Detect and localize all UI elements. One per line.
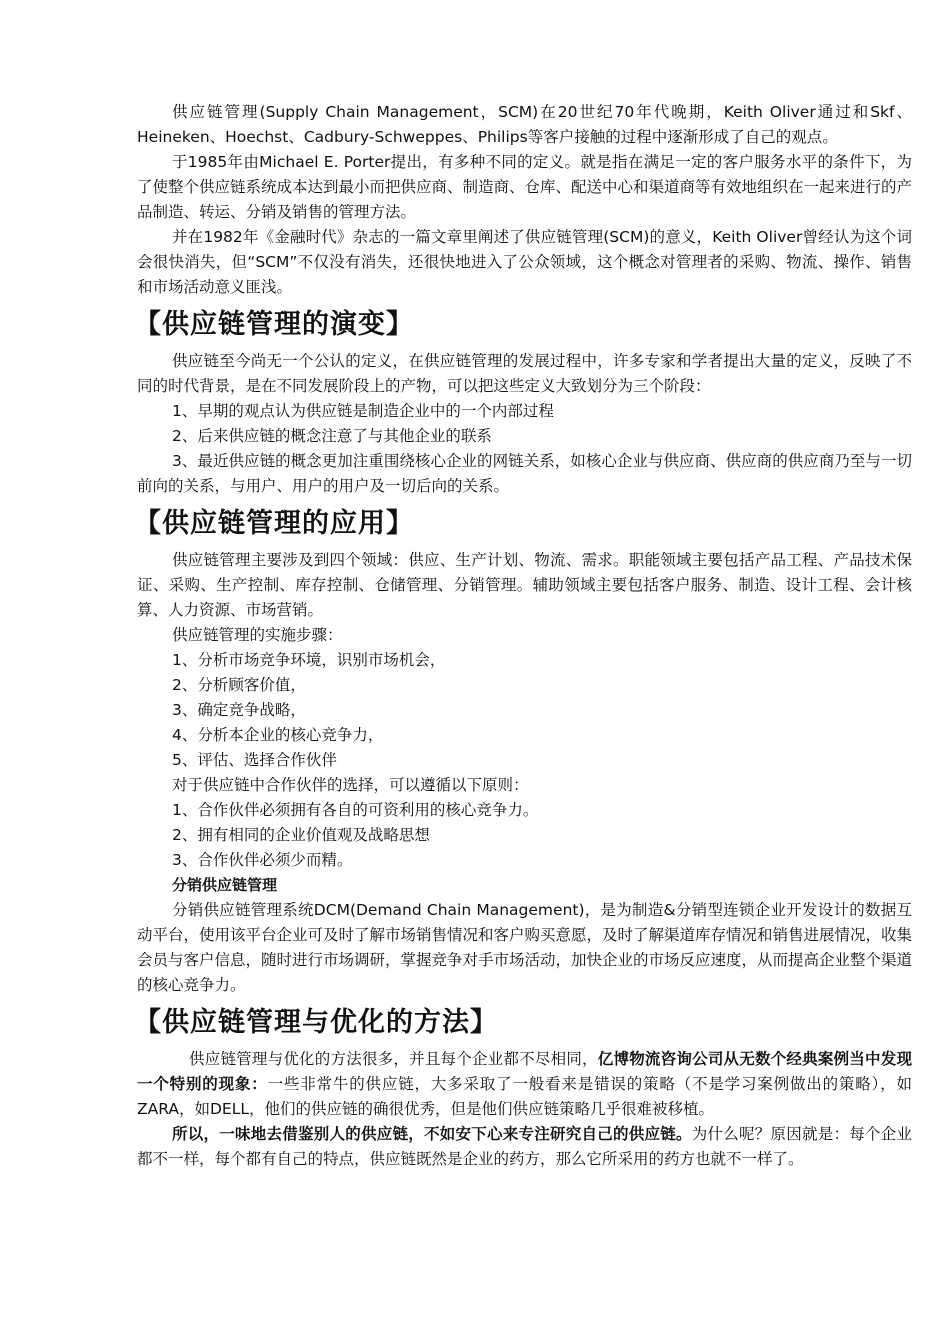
principle-item-1: 1、合作伙伴必须拥有各自的可资利用的核心竞争力。 bbox=[172, 801, 539, 819]
sub-heading-dcm: 分销供应链管理 bbox=[172, 876, 278, 894]
optimization-text-c: 一些非常牛的供应链，大多采取了一般看来是错误的策略（不是学习案例做出的策略），如ZARA，如DELL，他们的供应链的确很优秀，但是他们供应链策略几乎很难被移植。 bbox=[137, 1075, 912, 1118]
optimization-paragraph-1 bbox=[137, 1047, 912, 1122]
evolution-paragraph: 供应链至今尚无一个公认的定义，在供应链管理的发展过程中，许多专家和学者提出大量的定义，反映了不同的时代背景，是在不同发展阶段上的产物，可以把这些定义大致划分为三个阶段： bbox=[137, 352, 912, 395]
step-item-5: 5、评估、选择合作伙伴 bbox=[172, 751, 337, 769]
principle-item-2: 2、拥有相同的企业价值观及战略思想 bbox=[172, 826, 430, 844]
optimization-paragraph-2 bbox=[137, 1122, 912, 1172]
evolution-item-1: 1、早期的观点认为供应链是制造企业中的一个内部过程 bbox=[172, 402, 554, 420]
step-item-1: 1、分析市场竞争环境，识别市场机会， bbox=[172, 651, 446, 669]
document-page bbox=[134, 100, 913, 1172]
optimization-text-bold: 亿博物流咨询公司从无数个经典案例当中发现一个特别的现象： bbox=[137, 1050, 912, 1093]
principles-title: 对于供应链中合作伙伴的选择，可以遵循以下原则： bbox=[172, 776, 529, 794]
dcm-paragraph: 分销供应链管理系统DCM(Demand Chain Management)，是为制造&分销型连锁企业开发设计的数据互动平台，使用该平台企业可及时了解市场销售情况和客户购买意愿，及时了解渠道库存情况和销售进展情况，收集会员与客户信息，随时进行市场调研，掌握竞争对手市场活动，加快企业的市场反应速度，从而提高企业整个渠道的核心竞争力。 bbox=[137, 901, 913, 994]
optimization-conclusion-text: 为什么呢？原因就是：每个企业都不一样，每个都有自己的特点，供应链既然是企业的药方，那么它所采用的药方也就不一样了。 bbox=[137, 1125, 912, 1168]
optimization-text-a: 供应链管理与优化的方法很多，并且每个企业都不尽相同， bbox=[189, 1050, 598, 1068]
intro-paragraph-1: 供应链管理(Supply Chain Management，SCM)在20世纪70年代晚期，Keith Oliver通过和Skf、Heineken、Hoechst、Cadbury-Schweppes、Philips等客户接触的过程中逐渐形成了自己的观点。 bbox=[137, 103, 912, 146]
section-heading-application: 【供应链管理的应用】 bbox=[134, 508, 414, 539]
intro-paragraph-2: 于1985年由Michael E. Porter提出，有多种不同的定义。就是指在满足一定的客户服务水平的条件下，为了使整个供应链系统成本达到最小而把供应商、制造商、仓库、配送中心和渠道商等有效地组织在一起来进行的产品制造、转运、分销及销售的管理方法。 bbox=[137, 153, 913, 221]
evolution-item-2: 2、后来供应链的概念注意了与其他企业的联系 bbox=[172, 427, 492, 445]
optimization-conclusion-bold: 所以，一味地去借鉴别人的供应链，不如安下心来专注研究自己的供应链。 bbox=[172, 1125, 692, 1143]
step-item-4: 4、分析本企业的核心竞争力， bbox=[172, 726, 384, 744]
intro-paragraph-3: 并在1982年《金融时代》杂志的一篇文章里阐述了供应链管理(SCM)的意义，Keith Oliver曾经认为这个词会很快消失，但“SCM”不仅没有消失，还很快地进入了公众领域，这个概念对管理者的采购、物流、操作、销售和市场活动意义匪浅。 bbox=[137, 228, 912, 296]
steps-title: 供应链管理的实施步骤： bbox=[172, 626, 343, 644]
step-item-3: 3、确定竞争战略， bbox=[172, 701, 306, 719]
step-item-2: 2、分析顾客价值， bbox=[172, 676, 306, 694]
evolution-item-3: 3、最近供应链的概念更加注重围绕核心企业的网链关系，如核心企业与供应商、供应商的供应商乃至与一切前向的关系，与用户、用户的用户及一切后向的关系。 bbox=[137, 452, 912, 495]
principle-item-3: 3、合作伙伴必须少而精。 bbox=[172, 851, 353, 869]
section-heading-optimization: 【供应链管理与优化的方法】 bbox=[134, 1007, 498, 1038]
section-heading-evolution: 【供应链管理的演变】 bbox=[134, 309, 414, 340]
application-paragraph: 供应链管理主要涉及到四个领域：供应、生产计划、物流、需求。职能领域主要包括产品工程、产品技术保证、采购、生产控制、库存控制、仓储管理、分销管理。辅助领域主要包括客户服务、制造、设计工程、会计核算、人力资源、市场营销。 bbox=[137, 551, 912, 619]
